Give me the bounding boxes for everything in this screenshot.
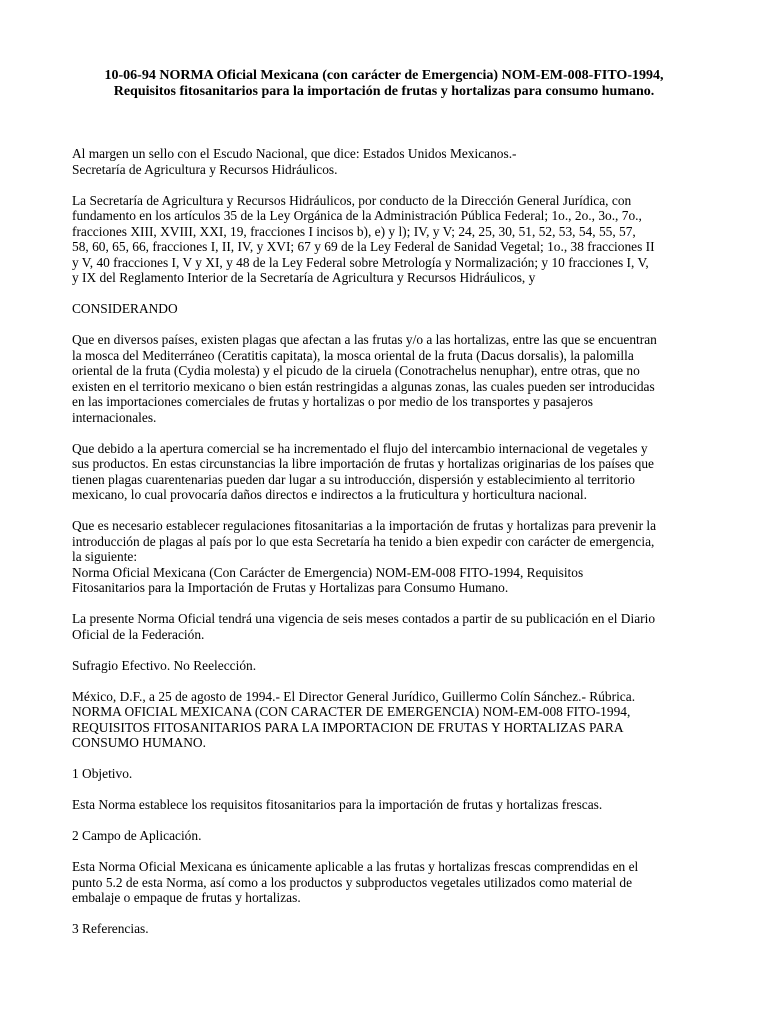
text-line: sus productos. En estas circunstancias la libre importación de frutas y hortalizas originarias de los países que bbox=[72, 456, 654, 471]
text-line: en las importaciones comerciales de frutas y hortalizas o por medio de los transportes y pasajeros bbox=[72, 394, 593, 409]
text-line: la siguiente: bbox=[72, 549, 138, 564]
section-heading-objetivo bbox=[72, 766, 702, 782]
text-line: Oficial de la Federación. bbox=[72, 626, 205, 642]
text-line: CONSUMO HUMANO. bbox=[72, 735, 206, 750]
paragraph-plagas bbox=[72, 332, 702, 425]
text-line: mexicano, lo cual provocaría daños directos e indirectos a la fruticultura y horticultura nacional. bbox=[72, 487, 587, 502]
text-line: punto 5.2 de esta Norma, así como a los productos y subproductos vegetales utilizados como material de bbox=[72, 874, 633, 890]
text-line: Sufragio Efectivo. No Reelección. bbox=[72, 657, 257, 673]
text-line: CONSIDERANDO bbox=[72, 301, 178, 316]
title-line: Requisitos fitosanitarios para la importación de frutas y hortalizas para consumo humano. bbox=[113, 84, 655, 99]
text-line: Que debido a la apertura comercial se ha incrementado el flujo del intercambio internacional de vegetales y bbox=[72, 440, 648, 456]
text-line: internacionales. bbox=[72, 409, 157, 425]
text-line: La presente Norma Oficial tendrá una vigencia de seis meses contados a partir de su publicación en el Diario bbox=[72, 611, 656, 626]
text-line: REQUISITOS FITOSANITARIOS PARA LA IMPORTACION DE FRUTAS Y HORTALIZAS PARA bbox=[72, 719, 624, 735]
text-line: existen en el territorio mexicano o bien están restringidas a algunas zonas, las cuales pueden ser introducidas bbox=[72, 378, 655, 394]
text-line: Norma Oficial Mexicana (Con Carácter de Emergencia) NOM-EM-008 FITO-1994, Requisitos bbox=[72, 564, 584, 580]
text-line: fracciones XIII, XVIII, XXI, 19, fracciones I incisos b), e) y l); IV, y V; 24, 25, 30, 51, 52, 53, 54, 55, 57, bbox=[72, 223, 636, 239]
document-body bbox=[72, 146, 702, 952]
document-title bbox=[60, 68, 708, 100]
text-line: y IX del Reglamento Interior de la Secretaría de Agricultura y Recursos Hidráulicos, y bbox=[72, 270, 536, 285]
paragraph-apertura bbox=[72, 441, 702, 503]
text-line: 3 Referencias. bbox=[72, 921, 149, 936]
section-heading-referencias bbox=[72, 921, 702, 937]
text-line: Secretaría de Agricultura y Recursos Hidráulicos. bbox=[72, 161, 338, 177]
paragraph-campo bbox=[72, 859, 702, 906]
text-line: 1 Objetivo. bbox=[72, 766, 133, 781]
text-line: introducción de plagas al país por lo que esta Secretaría ha tenido a bien expedir con carácter de emergencia, bbox=[72, 533, 655, 549]
text-line: la mosca del Mediterráneo (Ceratitis capitata), la mosca oriental de la fruta (Dacus dorsalis), la palomilla bbox=[72, 347, 634, 363]
paragraph-considerando bbox=[72, 301, 702, 317]
text-line: oriental de la fruta (Cydia molesta) y el picudo de la ciruela (Conotrachelus nenuphar), entre otras, que no bbox=[72, 363, 640, 378]
text-line: NORMA OFICIAL MEXICANA (CON CARACTER DE EMERGENCIA) NOM-EM-008 FITO-1994, bbox=[72, 704, 631, 719]
text-line: Esta Norma Oficial Mexicana es únicamente aplicable a las frutas y hortalizas frescas comprendidas en el bbox=[72, 859, 639, 874]
paragraph-objetivo bbox=[72, 797, 702, 813]
paragraph-fundamento bbox=[72, 193, 702, 286]
text-line: 58, 60, 65, 66, fracciones I, II, IV, y XVI; 67 y 69 de la Ley Federal de Sanidad Vegetal; 1o., 38 fracciones II bbox=[72, 239, 655, 254]
paragraph-firma bbox=[72, 689, 702, 751]
text-line: 2 Campo de Aplicación. bbox=[72, 828, 202, 843]
text-line: Al margen un sello con el Escudo Nacional, que dice: Estados Unidos Mexicanos.- bbox=[72, 146, 517, 161]
text-line: México, D.F., a 25 de agosto de 1994.- El Director General Jurídico, Guillermo Colín Sánchez.- Rúbrica. bbox=[72, 688, 636, 704]
text-line: Que en diversos países, existen plagas que afectan a las frutas y/o a las hortalizas, entre las que se encuentran bbox=[72, 332, 657, 347]
text-line: Fitosanitarios para la Importación de Frutas y Hortalizas para Consumo Humano. bbox=[72, 580, 509, 595]
paragraph-sufragio bbox=[72, 658, 702, 674]
paragraph-regulaciones bbox=[72, 518, 702, 596]
text-line: tienen plagas cuarentenarias pueden dar lugar a su introducción, dispersión y establecimiento al territorio bbox=[72, 471, 635, 487]
text-line: Que es necesario establecer regulaciones fitosanitarias a la importación de frutas y hortalizas para prevenir la bbox=[72, 518, 657, 533]
text-line: y V, 40 fracciones I, V y XI, y 48 de la Ley Federal sobre Metrología y Normalización; y 10 fracciones I, V, bbox=[72, 254, 649, 270]
paragraph-vigencia bbox=[72, 611, 702, 642]
text-line: Esta Norma establece los requisitos fitosanitarios para la importación de frutas y hortalizas frescas. bbox=[72, 797, 603, 812]
title-line: 10-06-94 NORMA Oficial Mexicana (con carácter de Emergencia) NOM-EM-008-FITO-1994, bbox=[104, 68, 664, 83]
paragraph-seal bbox=[72, 146, 702, 177]
text-line: embalaje o empaque de frutas y hortalizas. bbox=[72, 890, 301, 905]
section-heading-campo bbox=[72, 828, 702, 844]
text-line: La Secretaría de Agricultura y Recursos Hidráulicos, por conducto de la Dirección General Jurídica, con bbox=[72, 192, 632, 208]
text-line: fundamento en los artículos 35 de la Ley Orgánica de la Administración Pública Federal; 1o., 2o., 3o., 7o., bbox=[72, 208, 642, 223]
